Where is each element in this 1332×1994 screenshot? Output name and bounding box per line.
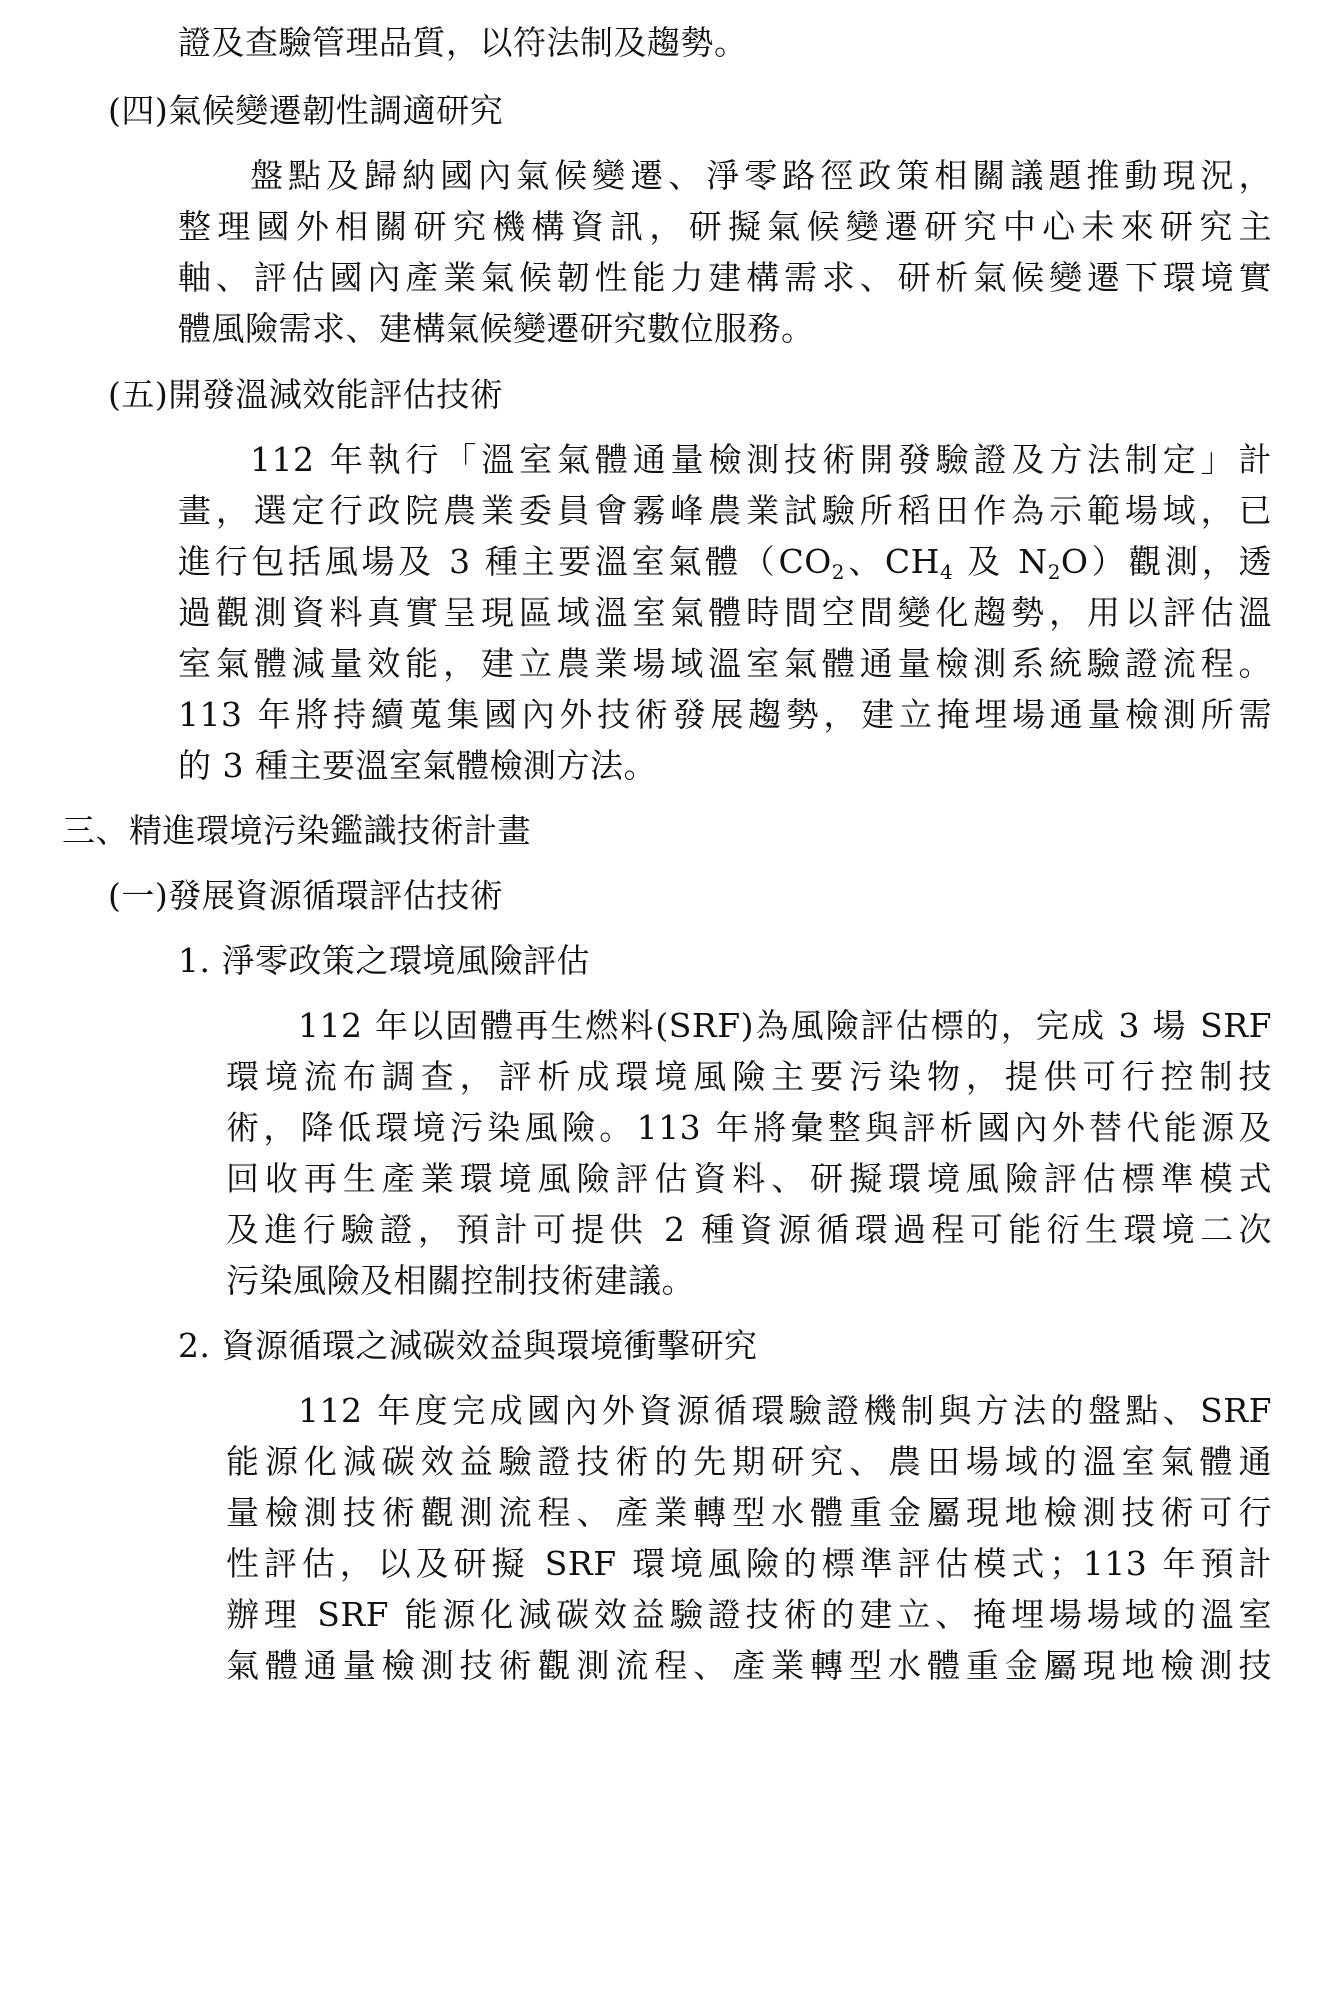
- section-5-heading: (五)開發溫減效能評估技術: [108, 375, 504, 414]
- section-4-heading: (四)氣候變遷韌性調適研究: [108, 91, 504, 130]
- item1-para-line: 112 年以固體再生燃料(SRF)為風險評估標的，完成 3 場 SRF: [298, 1006, 1272, 1045]
- sec5-para-line: 室氣體減量效能，建立農業場域溫室氣體通量檢測系統驗證流程。: [178, 644, 1272, 683]
- item1-para-line: 術，降低環境污染風險。113 年將彙整與評析國內外替代能源及: [226, 1108, 1272, 1147]
- item1-para-line: 污染風險及相關控制技術建議。: [226, 1261, 695, 1300]
- item2-para-line: 性評估，以及研擬 SRF 環境風險的標準評估模式；113 年預計: [226, 1544, 1272, 1583]
- item-2-heading: 2. 資源循環之減碳效益與環境衝擊研究: [178, 1326, 758, 1365]
- sec5-para-line-chemical: [178, 539, 1272, 585]
- sec5-para-line: 過觀測資料真實呈現區域溫室氣體時間空間變化趨勢，用以評估溫: [178, 593, 1272, 632]
- item2-para-line: 112 年度完成國內外資源循環驗證機制與方法的盤點、SRF: [298, 1391, 1272, 1430]
- part-3-section-1-heading: (一)發展資源循環評估技術: [108, 876, 504, 915]
- sec5-para-line: 畫，選定行政院農業委員會霧峰農業試驗所稻田作為示範場域，已: [178, 491, 1272, 530]
- text-run: O）觀測，透: [1060, 542, 1273, 581]
- item1-para-line: 環境流布調查，評析成環境風險主要污染物，提供可行控制技: [226, 1057, 1272, 1096]
- item2-para-line: 量檢測技術觀測流程、產業轉型水體重金屬現地檢測技術可行: [226, 1493, 1272, 1532]
- text-run: 、CH: [845, 542, 940, 581]
- subscript: 2: [1047, 560, 1061, 584]
- sec5-para-line: 的 3 種主要溫室氣體檢測方法。: [178, 746, 657, 785]
- item1-para-line: 及進行驗證，預計可提供 2 種資源循環過程可能衍生環境二次: [226, 1210, 1272, 1249]
- continuation-line: 證及查驗管理品質，以符法制及趨勢。: [178, 23, 748, 62]
- text-run: 進行包括風場及 3 種主要溫室氣體（CO: [178, 542, 832, 581]
- subscript: 2: [831, 560, 846, 584]
- item2-para-line: 能源化減碳效益驗證技術的先期研究、農田場域的溫室氣體通: [226, 1442, 1272, 1481]
- sec4-para-line: 軸、評估國內產業氣候韌性能力建構需求、研析氣候變遷下環境實: [178, 258, 1272, 297]
- sec4-para-line: 體風險需求、建構氣候變遷研究數位服務。: [178, 309, 815, 348]
- part-3-heading: 三、精進環境污染鑑識技術計畫: [62, 811, 531, 850]
- subscript: 4: [939, 560, 954, 584]
- sec5-para-line: 113 年將持續蒐集國內外技術發展趨勢，建立掩埋場通量檢測所需: [178, 695, 1272, 734]
- item2-para-line: 氣體通量檢測技術觀測流程、產業轉型水體重金屬現地檢測技: [226, 1646, 1272, 1685]
- sec5-para-line: 112 年執行「溫室氣體通量檢測技術開發驗證及方法制定」計: [250, 440, 1272, 479]
- sec4-para-line: 盤點及歸納國內氣候變遷、淨零路徑政策相關議題推動現況，: [250, 156, 1272, 195]
- item-1-heading: 1. 淨零政策之環境風險評估: [178, 941, 590, 980]
- item1-para-line: 回收再生產業環境風險評估資料、研擬環境風險評估標準模式: [226, 1159, 1272, 1198]
- text-run: 及 N: [953, 542, 1048, 581]
- sec4-para-line: 整理國外相關研究機構資訊，研擬氣候變遷研究中心未來研究主: [178, 207, 1272, 246]
- item2-para-line: 辦理 SRF 能源化減碳效益驗證技術的建立、掩埋場場域的溫室: [226, 1595, 1272, 1634]
